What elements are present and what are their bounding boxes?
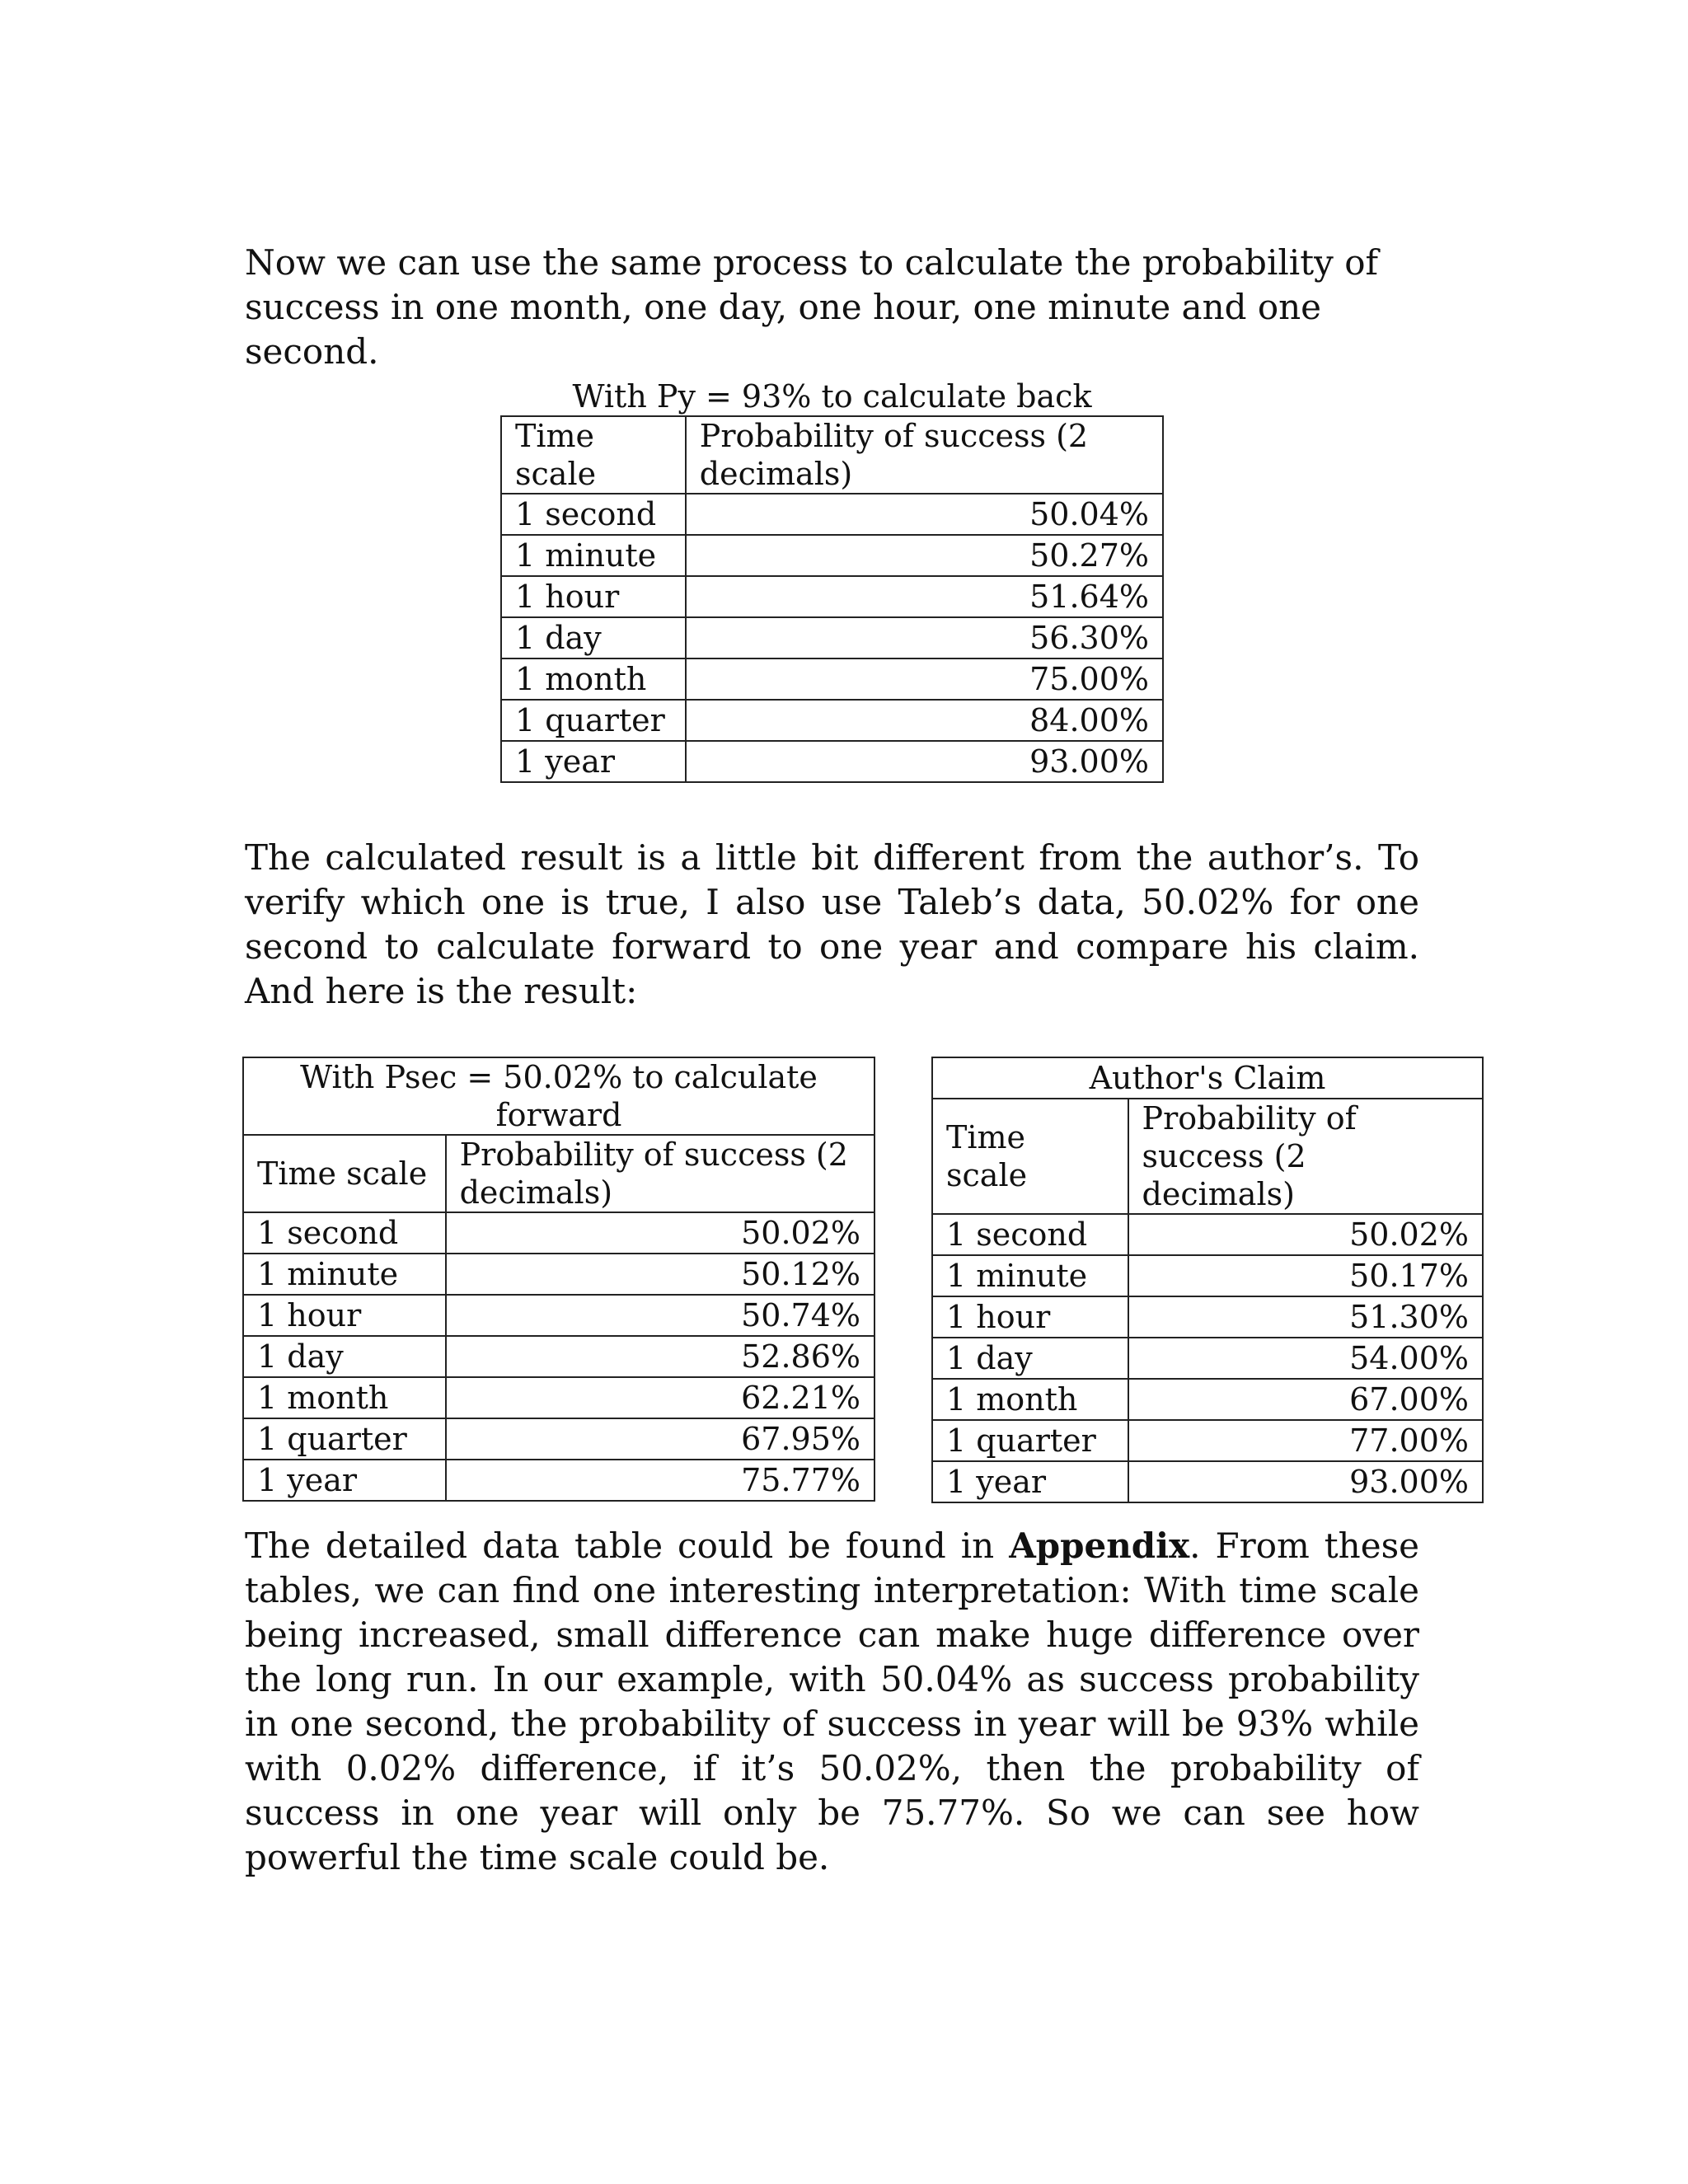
table1-header-probability: Probability of success (2 decimals) <box>686 416 1163 494</box>
table-row-scale: 1 minute <box>932 1255 1128 1296</box>
table-row-scale: 1 day <box>501 617 686 658</box>
table3-header-time-scale: Time scale <box>932 1099 1128 1214</box>
conclusion-paragraph <box>245 1524 1419 1880</box>
table1-caption: With Py = 93% to calculate back <box>572 378 1092 415</box>
table-row-scale: 1 minute <box>501 535 686 576</box>
table-row-scale: 1 quarter <box>932 1420 1128 1461</box>
table-row-scale: 1 hour <box>932 1296 1128 1338</box>
table-row-scale: 1 quarter <box>243 1418 446 1460</box>
table-row-scale: 1 month <box>501 658 686 700</box>
table-row-value: 50.17% <box>1128 1255 1483 1296</box>
table-row-value: 62.21% <box>446 1377 874 1418</box>
table-row-value: 50.12% <box>446 1254 874 1295</box>
table-row-value: 50.27% <box>686 535 1163 576</box>
table-row-value: 67.95% <box>446 1418 874 1460</box>
table-row-scale: 1 year <box>243 1460 446 1501</box>
table-row-value: 54.00% <box>1128 1338 1483 1379</box>
table3-caption: Author's Claim <box>932 1057 1483 1099</box>
table1-header-time-scale: Time scale <box>501 416 686 494</box>
table-row-scale: 1 month <box>243 1377 446 1418</box>
table-row-scale: 1 hour <box>501 576 686 617</box>
comparison-paragraph: The calculated result is a little bit different from the author’s. To verify which one is true, I also use Taleb’s data, 50.02% for one second to calculate forward to one year and compare his claim. And here is the result: <box>245 837 1419 1011</box>
table2-caption: With Psec = 50.02% to calculate forward <box>243 1057 874 1135</box>
table-row-value: 51.64% <box>686 576 1163 617</box>
table-row-value: 50.02% <box>1128 1214 1483 1255</box>
table1-back-calculation <box>500 415 1164 783</box>
table-row-scale: 1 year <box>501 741 686 782</box>
table-row-value: 93.00% <box>686 741 1163 782</box>
table2-forward-calculation <box>242 1057 875 1502</box>
table-row-value: 50.02% <box>446 1212 874 1254</box>
table-row-scale: 1 month <box>932 1379 1128 1420</box>
table-row-value: 75.00% <box>686 658 1163 700</box>
table-row-value: 93.00% <box>1128 1461 1483 1502</box>
table-row-value: 50.74% <box>446 1295 874 1336</box>
conclusion-text-end: . From these tables, we can find one interesting interpretation: With time scale being increased, small difference can make huge difference over the long run. In our example, with 50.04% as success probability in one second, the probability of success in year will be 93% while with 0.02% difference, if it’s 50.02%, then the probability of success in one year will only be 75.77%. So we can see how powerful the time scale could be. <box>245 1526 1419 1877</box>
table-row-scale: 1 second <box>243 1212 446 1254</box>
table3-header-probability: Probability of success (2 decimals) <box>1128 1099 1483 1214</box>
table-row-scale: 1 quarter <box>501 700 686 741</box>
table-row-value: 56.30% <box>686 617 1163 658</box>
table2-header-probability: Probability of success (2 decimals) <box>446 1135 874 1212</box>
table-row-scale: 1 second <box>501 494 686 535</box>
table-row-value: 75.77% <box>446 1460 874 1501</box>
table-row-value: 52.86% <box>446 1336 874 1377</box>
table-row-scale: 1 day <box>243 1336 446 1377</box>
table-row-value: 50.04% <box>686 494 1163 535</box>
table3-authors-claim <box>931 1057 1484 1503</box>
table-row-scale: 1 second <box>932 1214 1128 1255</box>
table-row-value: 84.00% <box>686 700 1163 741</box>
table-row-scale: 1 hour <box>243 1295 446 1336</box>
appendix-reference: Appendix <box>1009 1526 1190 1566</box>
table-row-scale: 1 year <box>932 1461 1128 1502</box>
table-row-value: 67.00% <box>1128 1379 1483 1420</box>
intro-paragraph: Now we can use the same process to calculate the probability of success in one month, one day, one hour, one minute and one second. <box>245 242 1379 372</box>
table-row-scale: 1 day <box>932 1338 1128 1379</box>
table-row-value: 51.30% <box>1128 1296 1483 1338</box>
table-row-value: 77.00% <box>1128 1420 1483 1461</box>
conclusion-text-start: The detailed data table could be found in <box>245 1526 1010 1566</box>
table-row-scale: 1 minute <box>243 1254 446 1295</box>
table2-header-time-scale: Time scale <box>243 1135 446 1212</box>
